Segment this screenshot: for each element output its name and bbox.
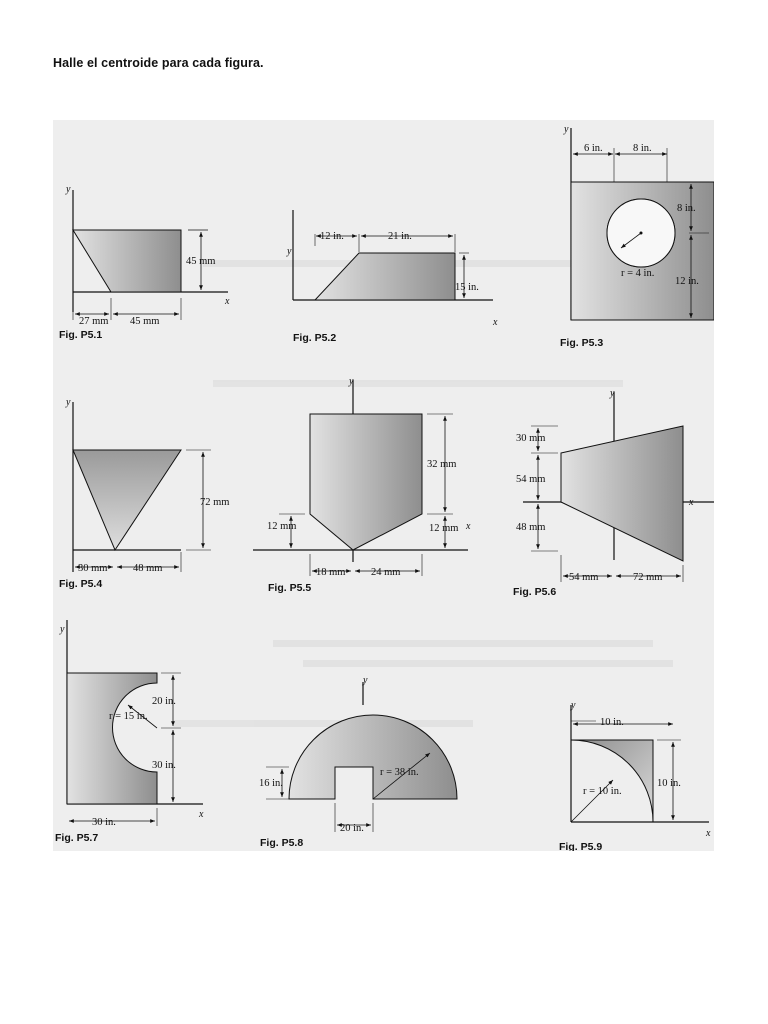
p53-top-left-label: 6 in. xyxy=(584,143,603,154)
p55-caption: Fig. P5.5 xyxy=(268,582,312,594)
p54-base-right-label: 48 mm xyxy=(133,563,163,574)
p58-height-label: 16 in. xyxy=(259,778,283,789)
p58-y-axis-label: y xyxy=(363,675,368,686)
p58-radius-label: r = 38 in. xyxy=(380,767,419,778)
p55-left-lower-label: 12 mm xyxy=(267,521,297,532)
p56-base-right-label: 72 mm xyxy=(633,572,663,583)
p57-shape xyxy=(67,673,157,804)
p55-right-upper-label: 32 mm xyxy=(427,459,457,470)
instruction-text: Halle el centroide para cada figura. xyxy=(53,56,264,70)
p52-x-axis-label: x xyxy=(493,317,498,328)
figure-p5-6 xyxy=(513,388,714,598)
figure-p5-2 xyxy=(286,210,498,344)
figure-p5-8 xyxy=(259,675,457,849)
p51-height-label: 45 mm xyxy=(186,256,216,267)
figure-p5-7 xyxy=(55,620,204,844)
p57-radius-label: r = 15 in. xyxy=(109,711,148,722)
p55-y-axis-label: y xyxy=(349,376,354,387)
p56-shape xyxy=(561,426,683,561)
p54-height-label: 72 mm xyxy=(200,497,230,508)
p53-y-axis-label: y xyxy=(564,124,569,135)
p52-caption: Fig. P5.2 xyxy=(293,332,337,344)
p57-right-bottom-label: 30 in. xyxy=(152,760,176,771)
textbook-scan xyxy=(53,120,714,851)
p53-top-right-label: 8 in. xyxy=(633,143,652,154)
p52-top-right-label: 21 in. xyxy=(388,231,412,242)
p54-base-left-label: 30 mm xyxy=(78,563,108,574)
p51-shape xyxy=(73,230,181,292)
p59-top-label: 10 in. xyxy=(600,717,624,728)
p55-right-lower-label: 12 mm xyxy=(429,523,459,534)
figure-p5-3 xyxy=(560,124,714,349)
p55-base-left-label: 18 mm xyxy=(316,567,346,578)
figure-p5-1 xyxy=(59,184,230,341)
p52-top-left-label: 12 in. xyxy=(320,231,344,242)
p59-caption: Fig. P5.9 xyxy=(559,841,603,851)
p54-caption: Fig. P5.4 xyxy=(59,578,103,590)
p53-caption: Fig. P5.3 xyxy=(560,337,604,349)
figure-p5-5 xyxy=(253,376,471,594)
p57-y-axis-label: y xyxy=(60,624,65,635)
p58-shape xyxy=(289,715,457,799)
p55-shape xyxy=(310,414,422,550)
p56-left-top-label: 30 mm xyxy=(516,433,546,444)
p51-base-left-label: 27 mm xyxy=(79,316,109,327)
p57-caption: Fig. P5.7 xyxy=(55,832,99,844)
p52-y-axis-label: y xyxy=(287,246,292,257)
p59-radius-label: r = 10 in. xyxy=(583,786,622,797)
p54-y-axis-label: y xyxy=(66,397,71,408)
p53-right-top-label: 8 in. xyxy=(677,203,696,214)
p56-y-axis-label: y xyxy=(610,388,615,399)
p56-x-axis-label: x xyxy=(689,497,694,508)
p59-x-axis-label: x xyxy=(706,828,711,839)
figure-p5-4 xyxy=(59,397,229,590)
p51-caption: Fig. P5.1 xyxy=(59,329,103,341)
p57-base-label: 30 in. xyxy=(92,817,116,828)
p59-y-axis-label: y xyxy=(571,700,576,711)
p51-y-axis-label: y xyxy=(66,184,71,195)
p57-right-top-label: 20 in. xyxy=(152,696,176,707)
p51-base-right-label: 45 mm xyxy=(130,316,160,327)
p53-radius-label: r = 4 in. xyxy=(621,268,655,279)
p56-left-bottom-label: 48 mm xyxy=(516,522,546,533)
p54-shape xyxy=(73,450,181,550)
p57-x-axis-label: x xyxy=(199,809,204,820)
p52-height-label: 15 in. xyxy=(455,282,479,293)
figure-p5-9 xyxy=(559,700,711,851)
p58-caption: Fig. P5.8 xyxy=(260,837,304,849)
p56-left-mid-label: 54 mm xyxy=(516,474,546,485)
p58-width-label: 20 in. xyxy=(340,823,364,834)
p59-right-label: 10 in. xyxy=(657,778,681,789)
p51-x-axis-label: x xyxy=(225,296,230,307)
p56-base-left-label: 54 mm xyxy=(569,572,599,583)
p55-base-right-label: 24 mm xyxy=(371,567,401,578)
p55-x-axis-label: x xyxy=(466,521,471,532)
p56-caption: Fig. P5.6 xyxy=(513,586,557,598)
p53-right-bottom-label: 12 in. xyxy=(675,276,699,287)
